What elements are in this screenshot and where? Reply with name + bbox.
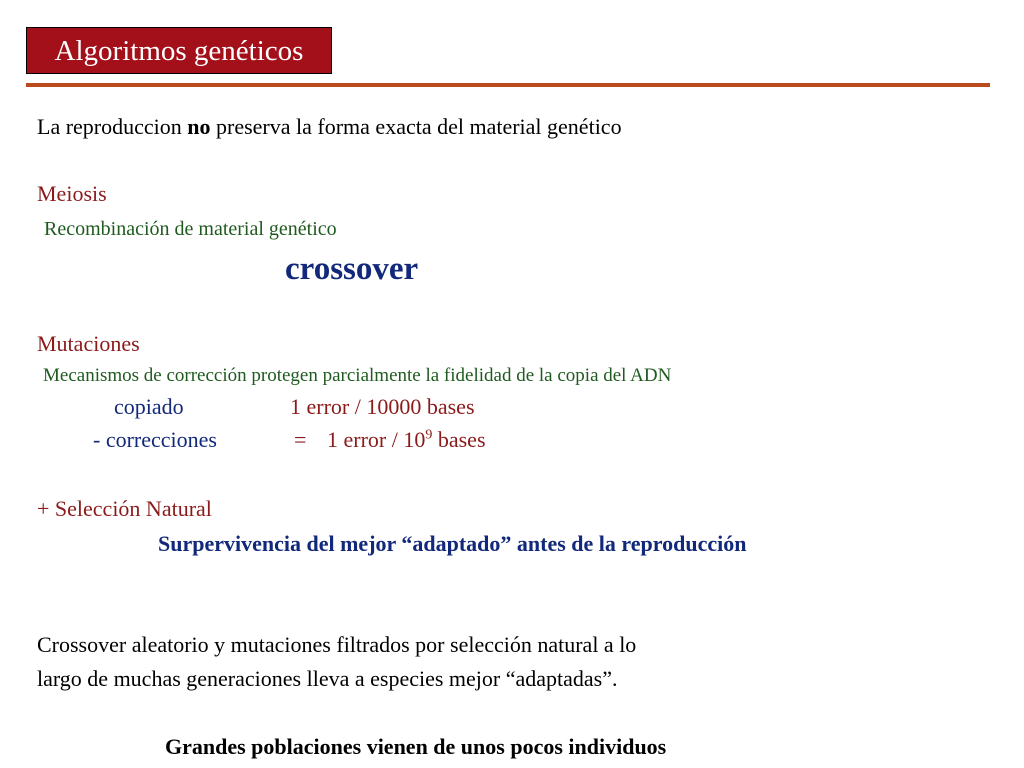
slide-title: Algoritmos genéticos <box>26 27 332 74</box>
footer-statement: Grandes poblaciones vienen de unos pocos individuos <box>165 734 667 759</box>
correcciones-prefix: 1 error / 10 <box>327 427 426 452</box>
seleccion-heading: + Selección Natural <box>37 496 212 521</box>
correcciones-eq: = <box>294 427 307 452</box>
conclusion-line-1: Crossover aleatorio y mutaciones filtrados por selección natural a lo <box>37 632 637 657</box>
title-rule <box>26 83 990 87</box>
intro-after: preserva la forma exacta del material genético <box>210 114 622 139</box>
correcciones-label: - correcciones <box>93 427 217 452</box>
meiosis-heading: Meiosis <box>37 181 107 206</box>
correcciones-suffix: bases <box>432 427 486 452</box>
intro-before: La reproduccion <box>37 114 188 139</box>
copiado-label: copiado <box>114 394 184 419</box>
meiosis-sub: Recombinación de material genético <box>44 218 337 240</box>
correcciones-exponent: 9 <box>425 427 433 443</box>
intro-line <box>37 114 622 140</box>
mutaciones-sub: Mecanismos de corrección protegen parcialmente la fidelidad de la copia del ADN <box>43 365 672 386</box>
intro-bold: no <box>187 114 211 139</box>
crossover-keyword: crossover <box>285 251 419 287</box>
copiado-value: 1 error / 10000 bases <box>290 394 475 419</box>
mutaciones-heading: Mutaciones <box>37 331 140 356</box>
seleccion-sub: Surpervivencia del mejor “adaptado” antes de la reproducción <box>158 531 747 556</box>
conclusion-line-2: largo de muchas generaciones lleva a especies mejor “adaptadas”. <box>37 666 618 691</box>
correcciones-value <box>327 427 486 453</box>
